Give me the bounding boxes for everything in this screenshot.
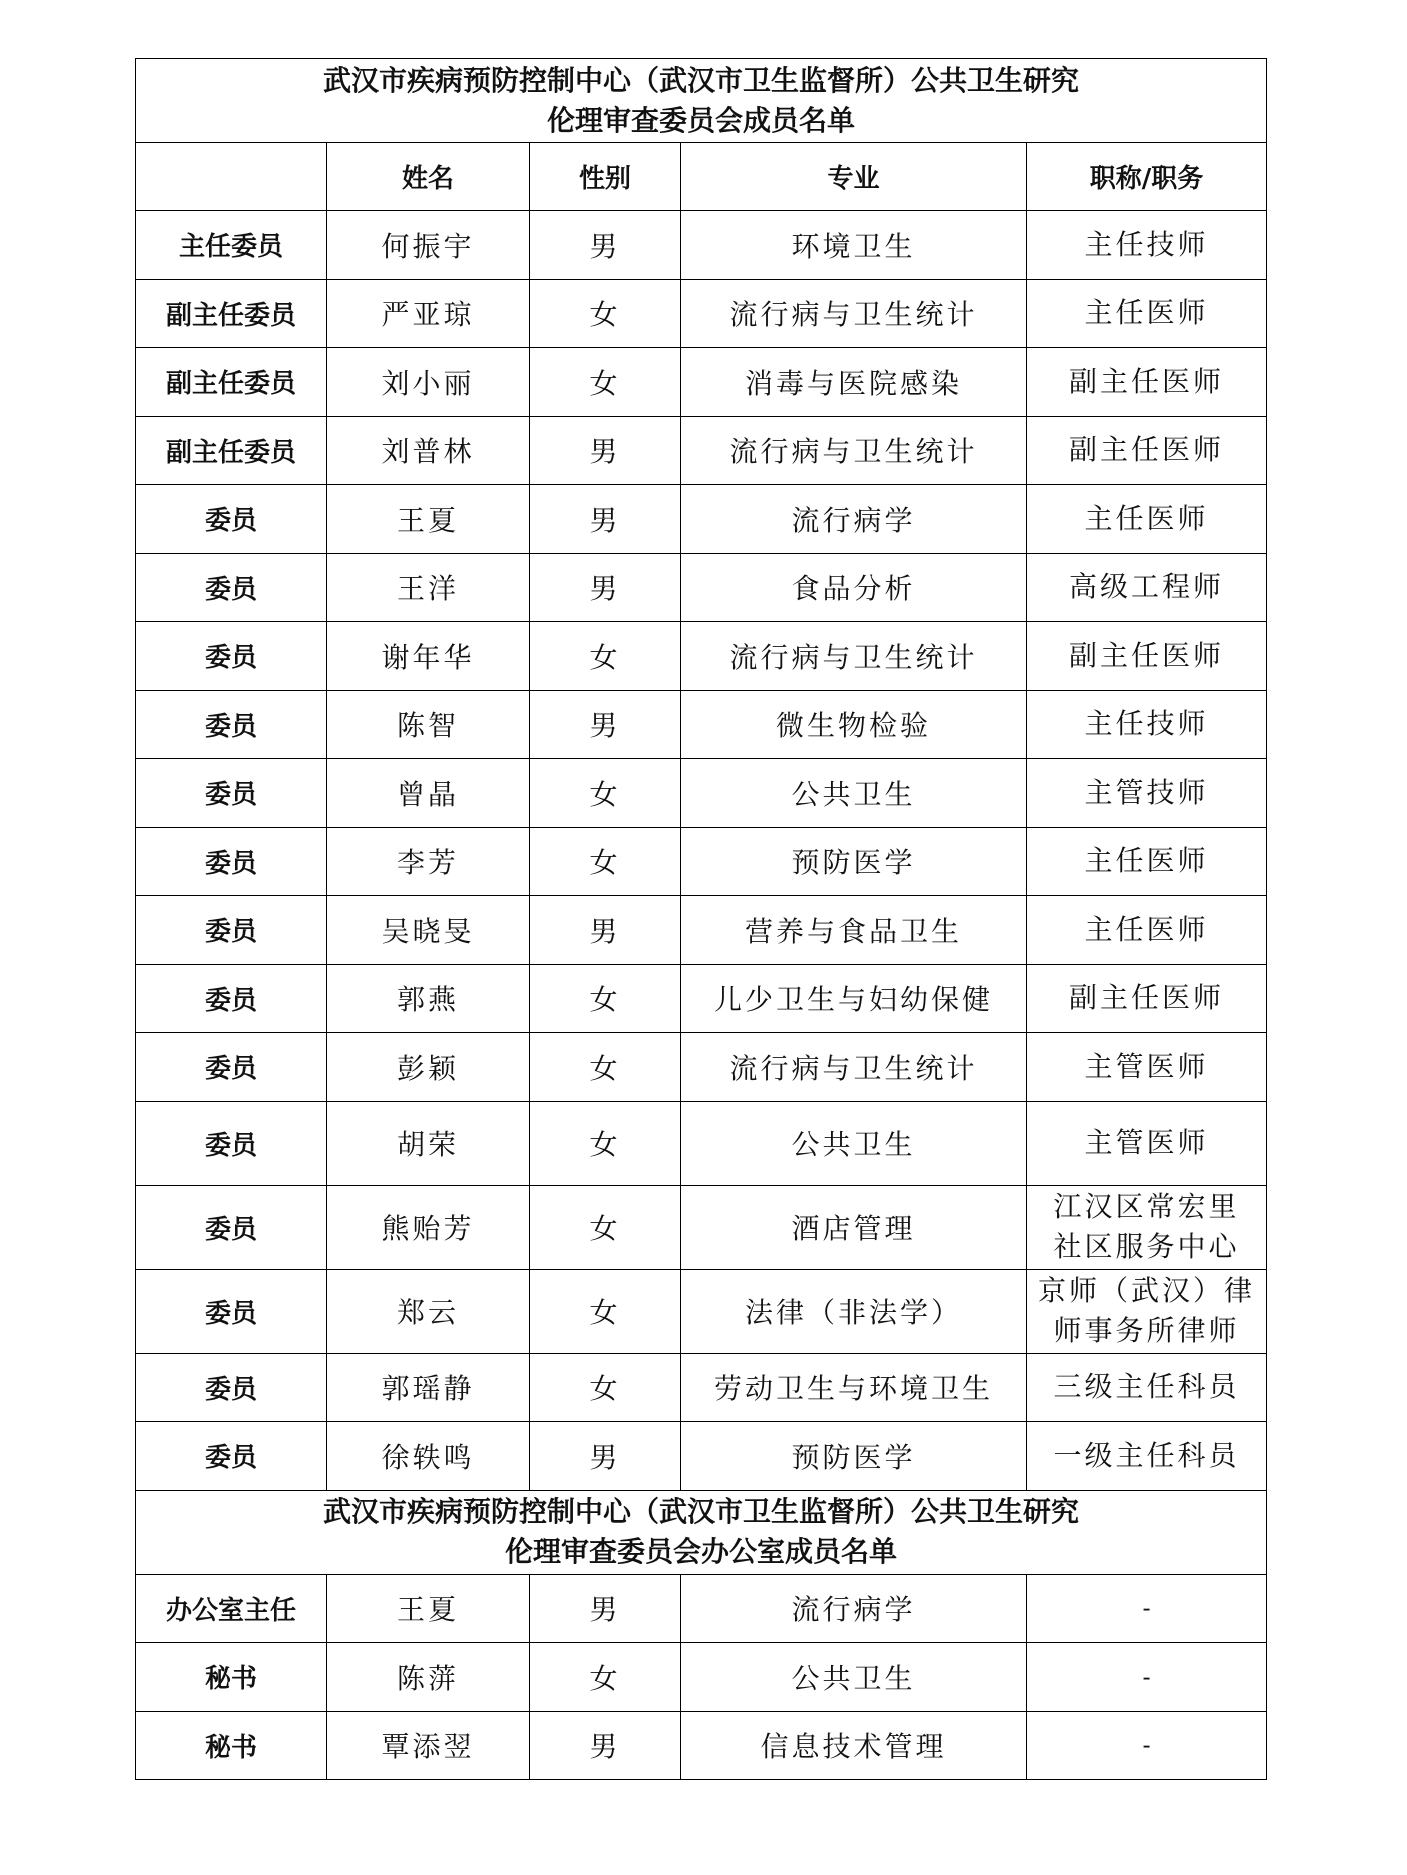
member-title-line1: 江汉区常宏里 bbox=[1053, 1190, 1240, 1223]
member-name: 王洋 bbox=[327, 553, 530, 622]
office-member-role: 秘书 bbox=[136, 1643, 327, 1712]
member-specialty: 公共卫生 bbox=[681, 759, 1027, 828]
member-title: 主任医师 bbox=[1027, 485, 1267, 554]
header-specialty: 专业 bbox=[681, 143, 1027, 211]
member-role: 主任委员 bbox=[136, 211, 327, 280]
member-gender: 男 bbox=[530, 896, 681, 965]
member-role: 副主任委员 bbox=[136, 348, 327, 417]
office-title-line2: 伦理审查委员会办公室成员名单 bbox=[505, 1535, 898, 1568]
office-member-specialty: 公共卫生 bbox=[681, 1643, 1027, 1712]
header-row bbox=[136, 143, 1267, 211]
member-gender: 女 bbox=[530, 827, 681, 896]
committee-title-line2: 伦理审查委员会成员名单 bbox=[547, 103, 856, 137]
member-specialty: 流行病与卫生统计 bbox=[681, 1033, 1027, 1102]
table-row bbox=[136, 1353, 1267, 1422]
member-title bbox=[1027, 1185, 1267, 1269]
member-title: 主任医师 bbox=[1027, 827, 1267, 896]
office-member-name: 覃添翌 bbox=[327, 1711, 530, 1780]
committee-title-line1: 武汉市疾病预防控制中心（武汉市卫生监督所）公共卫生研究 bbox=[323, 63, 1080, 97]
member-gender: 女 bbox=[530, 1269, 681, 1353]
member-name: 徐轶鸣 bbox=[327, 1422, 530, 1491]
header-name: 姓名 bbox=[327, 143, 530, 211]
member-title: 三级主任科员 bbox=[1027, 1353, 1267, 1422]
member-specialty: 流行病与卫生统计 bbox=[681, 622, 1027, 691]
header-title: 职称/职务 bbox=[1027, 143, 1267, 211]
member-name: 胡荣 bbox=[327, 1101, 530, 1185]
member-specialty: 微生物检验 bbox=[681, 690, 1027, 759]
member-name: 王夏 bbox=[327, 485, 530, 554]
table-row bbox=[136, 1422, 1267, 1491]
member-role: 委员 bbox=[136, 759, 327, 828]
office-title-line1: 武汉市疾病预防控制中心（武汉市卫生监督所）公共卫生研究 bbox=[323, 1495, 1080, 1528]
member-title: 一级主任科员 bbox=[1027, 1422, 1267, 1491]
table-row bbox=[136, 759, 1267, 828]
member-title: 高级工程师 bbox=[1027, 553, 1267, 622]
member-name: 吴晓旻 bbox=[327, 896, 530, 965]
member-gender: 男 bbox=[530, 211, 681, 280]
member-title-line2: 社区服务中心 bbox=[1053, 1230, 1240, 1263]
table-row bbox=[136, 348, 1267, 417]
member-role: 委员 bbox=[136, 964, 327, 1033]
member-title: 副主任医师 bbox=[1027, 622, 1267, 691]
member-title: 主管医师 bbox=[1027, 1101, 1267, 1185]
member-name: 严亚琼 bbox=[327, 279, 530, 348]
header-role bbox=[136, 143, 327, 211]
member-title-line2: 师事务所律师 bbox=[1053, 1314, 1240, 1347]
member-role: 委员 bbox=[136, 1185, 327, 1269]
ethics-committee-table bbox=[135, 58, 1267, 1780]
table-row bbox=[136, 1101, 1267, 1185]
member-gender: 女 bbox=[530, 1185, 681, 1269]
member-gender: 男 bbox=[530, 1422, 681, 1491]
office-member-specialty: 信息技术管理 bbox=[681, 1711, 1027, 1780]
member-title-line1: 京师（武汉）律 bbox=[1038, 1274, 1256, 1307]
member-title: 主管技师 bbox=[1027, 759, 1267, 828]
member-specialty: 流行病学 bbox=[681, 485, 1027, 554]
member-gender: 男 bbox=[530, 690, 681, 759]
member-name: 彭颖 bbox=[327, 1033, 530, 1102]
table-row bbox=[136, 896, 1267, 965]
table-row bbox=[136, 1574, 1267, 1643]
member-specialty: 预防医学 bbox=[681, 827, 1027, 896]
member-role: 副主任委员 bbox=[136, 416, 327, 485]
member-gender: 女 bbox=[530, 279, 681, 348]
table-row bbox=[136, 622, 1267, 691]
member-title: 主任医师 bbox=[1027, 279, 1267, 348]
member-specialty: 营养与食品卫生 bbox=[681, 896, 1027, 965]
member-role: 委员 bbox=[136, 827, 327, 896]
office-member-name: 陈蓱 bbox=[327, 1643, 530, 1712]
member-name: 熊贻芳 bbox=[327, 1185, 530, 1269]
office-member-role: 秘书 bbox=[136, 1711, 327, 1780]
member-specialty: 环境卫生 bbox=[681, 211, 1027, 280]
member-role: 委员 bbox=[136, 1353, 327, 1422]
member-name: 陈智 bbox=[327, 690, 530, 759]
member-title bbox=[1027, 1269, 1267, 1353]
member-title: 主任技师 bbox=[1027, 690, 1267, 759]
table-row bbox=[136, 485, 1267, 554]
member-specialty: 劳动卫生与环境卫生 bbox=[681, 1353, 1027, 1422]
member-name: 李芳 bbox=[327, 827, 530, 896]
member-specialty: 公共卫生 bbox=[681, 1101, 1027, 1185]
table-row bbox=[136, 1269, 1267, 1353]
member-role: 委员 bbox=[136, 1269, 327, 1353]
member-name: 曾晶 bbox=[327, 759, 530, 828]
office-member-title: - bbox=[1027, 1574, 1267, 1643]
table-row bbox=[136, 1185, 1267, 1269]
member-specialty: 法律（非法学） bbox=[681, 1269, 1027, 1353]
member-role: 委员 bbox=[136, 485, 327, 554]
office-title bbox=[136, 1490, 1267, 1574]
table-row bbox=[136, 1711, 1267, 1780]
table-row bbox=[136, 1643, 1267, 1712]
table-row bbox=[136, 690, 1267, 759]
member-specialty: 消毒与医院感染 bbox=[681, 348, 1027, 417]
member-name: 刘小丽 bbox=[327, 348, 530, 417]
member-title: 主任医师 bbox=[1027, 896, 1267, 965]
table-row bbox=[136, 827, 1267, 896]
member-title: 副主任医师 bbox=[1027, 348, 1267, 417]
member-gender: 女 bbox=[530, 964, 681, 1033]
member-role: 委员 bbox=[136, 896, 327, 965]
table-row bbox=[136, 416, 1267, 485]
member-name: 谢年华 bbox=[327, 622, 530, 691]
member-name: 郑云 bbox=[327, 1269, 530, 1353]
member-role: 委员 bbox=[136, 1033, 327, 1102]
office-member-name: 王夏 bbox=[327, 1574, 530, 1643]
member-role: 委员 bbox=[136, 553, 327, 622]
member-title: 主管医师 bbox=[1027, 1033, 1267, 1102]
member-gender: 男 bbox=[530, 416, 681, 485]
member-title: 主任技师 bbox=[1027, 211, 1267, 280]
member-specialty: 酒店管理 bbox=[681, 1185, 1027, 1269]
member-role: 委员 bbox=[136, 622, 327, 691]
member-name: 何振宇 bbox=[327, 211, 530, 280]
member-title: 副主任医师 bbox=[1027, 964, 1267, 1033]
member-gender: 女 bbox=[530, 1101, 681, 1185]
member-role: 委员 bbox=[136, 1101, 327, 1185]
member-specialty: 流行病与卫生统计 bbox=[681, 416, 1027, 485]
member-name: 刘普林 bbox=[327, 416, 530, 485]
member-gender: 女 bbox=[530, 759, 681, 828]
table-row bbox=[136, 279, 1267, 348]
table-row bbox=[136, 553, 1267, 622]
member-gender: 女 bbox=[530, 1033, 681, 1102]
member-specialty: 食品分析 bbox=[681, 553, 1027, 622]
member-gender: 女 bbox=[530, 348, 681, 417]
member-gender: 女 bbox=[530, 622, 681, 691]
office-member-specialty: 流行病学 bbox=[681, 1574, 1027, 1643]
member-title: 副主任医师 bbox=[1027, 416, 1267, 485]
table-row bbox=[136, 1033, 1267, 1102]
table-row bbox=[136, 964, 1267, 1033]
member-role: 委员 bbox=[136, 690, 327, 759]
office-member-title: - bbox=[1027, 1643, 1267, 1712]
member-role: 委员 bbox=[136, 1422, 327, 1491]
member-gender: 男 bbox=[530, 485, 681, 554]
member-name: 郭燕 bbox=[327, 964, 530, 1033]
member-gender: 女 bbox=[530, 1353, 681, 1422]
member-specialty: 预防医学 bbox=[681, 1422, 1027, 1491]
table-row bbox=[136, 211, 1267, 280]
member-gender: 男 bbox=[530, 553, 681, 622]
committee-title bbox=[136, 59, 1267, 143]
header-gender: 性别 bbox=[530, 143, 681, 211]
member-name: 郭瑶静 bbox=[327, 1353, 530, 1422]
office-member-gender: 女 bbox=[530, 1643, 681, 1712]
member-role: 副主任委员 bbox=[136, 279, 327, 348]
office-member-gender: 男 bbox=[530, 1711, 681, 1780]
member-specialty: 儿少卫生与妇幼保健 bbox=[681, 964, 1027, 1033]
office-member-gender: 男 bbox=[530, 1574, 681, 1643]
office-member-title: - bbox=[1027, 1711, 1267, 1780]
office-member-role: 办公室主任 bbox=[136, 1574, 327, 1643]
member-specialty: 流行病与卫生统计 bbox=[681, 279, 1027, 348]
